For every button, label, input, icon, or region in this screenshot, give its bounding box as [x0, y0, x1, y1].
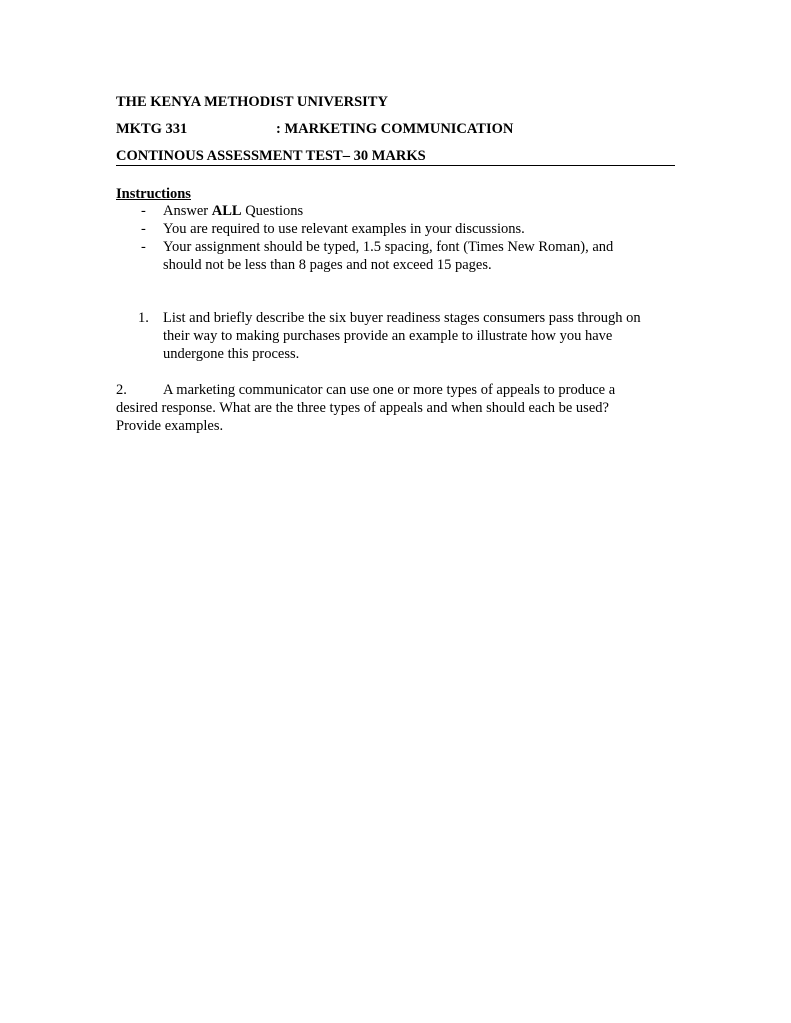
university-name: THE KENYA METHODIST UNIVERSITY	[116, 94, 388, 110]
test-title: CONTINOUS ASSESSMENT TEST– 30 MARKS	[116, 148, 426, 164]
course-title: : MARKETING COMMUNICATION	[276, 121, 514, 137]
instruction-dash: -	[141, 239, 146, 255]
instruction-item-continued: should not be less than 8 pages and not exceed 15 pages.	[163, 257, 492, 273]
instruction-emphasis: ALL	[211, 203, 242, 219]
question-text: List and briefly describe the six buyer readiness stages consumers pass through on	[163, 310, 641, 326]
question-number: 1.	[138, 310, 149, 326]
instruction-item: Your assignment should be typed, 1.5 spacing, font (Times New Roman), and	[163, 239, 614, 255]
question-text: Provide examples.	[116, 418, 224, 434]
question-text: desired response. What are the three types of appeals and when should each be used?	[116, 400, 609, 416]
course-code: MKTG 331	[116, 121, 188, 137]
instruction-dash: -	[141, 203, 146, 219]
instruction-item: You are required to use relevant examples in your discussions.	[163, 221, 525, 237]
instruction-dash: -	[141, 221, 146, 237]
instructions-heading: Instructions	[116, 186, 191, 202]
instruction-text: Answer	[163, 203, 212, 219]
question-text: their way to making purchases provide an example to illustrate how you have	[163, 328, 613, 344]
question-text: undergone this process.	[163, 346, 300, 362]
header-divider	[116, 165, 675, 166]
instruction-text: Questions	[241, 203, 304, 219]
question-text: A marketing communicator can use one or more types of appeals to produce a	[163, 382, 616, 398]
instruction-item	[163, 203, 303, 220]
question-number: 2.	[116, 382, 127, 398]
